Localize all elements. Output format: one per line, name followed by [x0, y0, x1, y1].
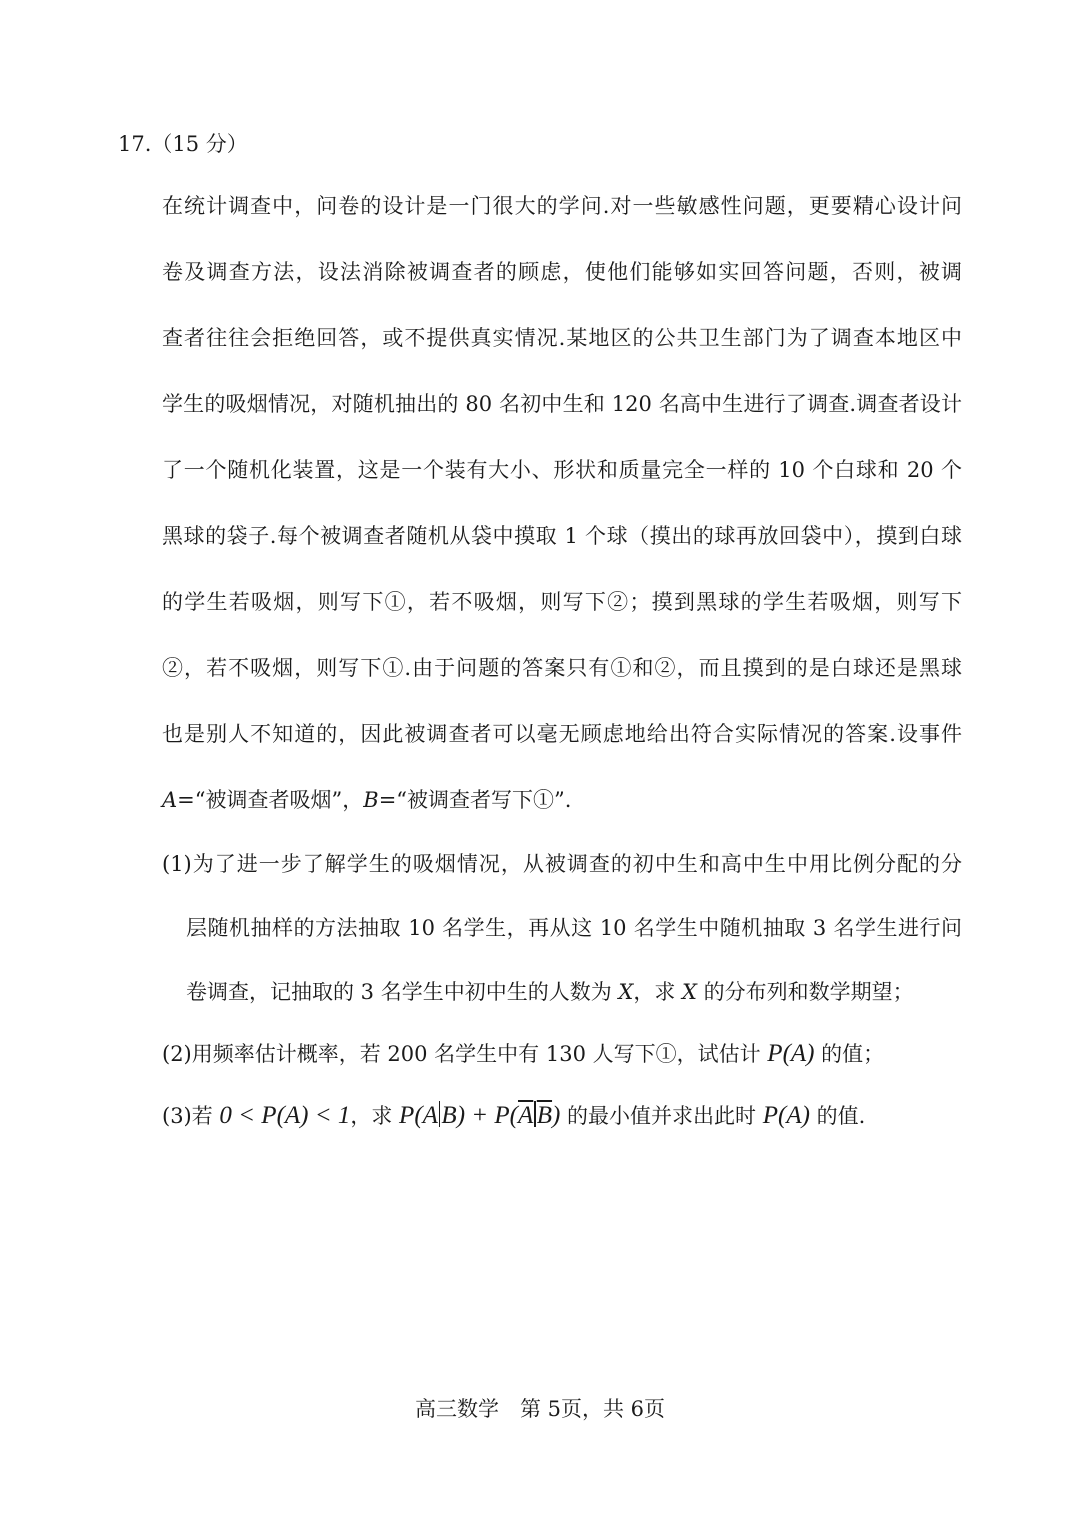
body-line-1: 在统计调查中，问卷的设计是一门很大的学问.对一些敏感性问题，更要精心设计问: [162, 194, 962, 218]
part3-line: [162, 1100, 865, 1130]
body-line-4: 学生的吸烟情况，对随机抽出的 80 名初中生和 120 名高中生进行了调查.调查者设计: [162, 392, 962, 416]
event-a-text: =“被调查者吸烟”，: [177, 788, 364, 812]
part2-tail: 的值；: [814, 1042, 885, 1066]
x-var-2: X: [682, 980, 697, 1004]
part3-a-bar: $\overline{A}$: [517, 1102, 534, 1129]
part1-line-3c: 的分布列和数学期望；: [696, 980, 914, 1004]
part3-prefix: (3)若: [162, 1104, 220, 1128]
event-b-text: =“被调查者写下①”.: [378, 788, 572, 812]
part2-line: [162, 1038, 884, 1068]
part3-math2: P(A): [762, 1102, 810, 1129]
part3-condition: 0 < P(A) < 1: [219, 1102, 351, 1129]
event-b-var: B: [363, 788, 379, 812]
part3-expr-a: P(A: [399, 1102, 438, 1129]
body-line-5: 了一个随机化装置，这是一个装有大小、形状和质量完全一样的 10 个白球和 20 个: [162, 458, 962, 482]
event-definition: [162, 784, 962, 814]
body-line-9: 也是别人不知道的，因此被调查者可以毫无顾虑地给出符合实际情况的答案.设事件: [162, 722, 962, 746]
body-line-8: ②，若不吸烟，则写下①.由于问题的答案只有①和②，而且摸到的是白球还是黑球: [162, 656, 962, 680]
page-footer: 高三数学 第 5页，共 6页: [414, 1397, 666, 1421]
body-line-2: 卷及调查方法，设法消除被调查者的顾虑，使他们能够如实回答问题，否则，被调: [162, 260, 962, 284]
part1-line-3: [186, 976, 914, 1006]
part1-line-2: 层随机抽样的方法抽取 10 名学生，再从这 10 名学生中随机抽取 3 名学生进行问: [186, 916, 962, 940]
body-line-7: 的学生若吸烟，则写下①，若不吸烟，则写下②；摸到黑球的学生若吸烟，则写下: [162, 590, 962, 614]
part3-mid: ，求: [350, 1104, 400, 1128]
part3-expr-b: B) + P(: [441, 1102, 518, 1129]
part3-expr-end: ): [552, 1102, 561, 1129]
x-var: X: [618, 980, 634, 1004]
part3-b-bar: $\overline{B}$: [536, 1102, 553, 1129]
part3-after: 的最小值并求出此时: [560, 1104, 763, 1128]
body-line-6: 黑球的袋子.每个被调查者随机从袋中摸取 1 个球（摸出的球再放回袋中），摸到白球: [162, 524, 962, 548]
body-line-3: 查者往往会拒绝回答，或不提供真实情况.某地区的公共卫生部门为了调查本地区中: [162, 326, 962, 350]
part1-line-3a: 卷调查，记抽取的 3 名学生中初中生的人数为: [186, 980, 619, 1004]
part2-text: (2)用频率估计概率，若 200 名学生中有 130 人写下①，试估计: [162, 1042, 768, 1066]
part3-tail: 的值.: [809, 1104, 866, 1128]
part1-line-3b: ，求: [633, 980, 683, 1004]
part2-math: P(A): [767, 1040, 815, 1067]
event-a-var: A: [162, 788, 178, 812]
part1-line-1: (1)为了进一步了解学生的吸烟情况，从被调查的初中生和高中生中用比例分配的分: [162, 852, 962, 876]
question-number: 17.（15 分）: [118, 132, 248, 156]
conditional-bar-2: [534, 1101, 536, 1127]
